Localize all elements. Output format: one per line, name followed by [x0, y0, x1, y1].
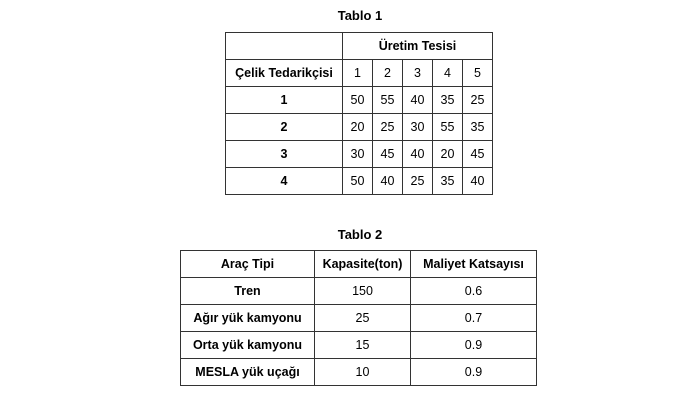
column-header: 4 — [433, 60, 463, 87]
table-cell: 40 — [463, 168, 493, 195]
row-label: 3 — [226, 141, 343, 168]
table-cell: 55 — [373, 87, 403, 114]
table-row — [226, 60, 493, 87]
table-row — [226, 141, 493, 168]
table-cell: 45 — [463, 141, 493, 168]
table-cell: 40 — [373, 168, 403, 195]
table-cell: 35 — [433, 87, 463, 114]
vehicle-type-cell: Orta yük kamyonu — [181, 332, 315, 359]
column-header: Maliyet Katsayısı — [411, 251, 537, 278]
table-row — [226, 114, 493, 141]
column-header: Kapasite(ton) — [315, 251, 411, 278]
cost-cell: 0.7 — [411, 305, 537, 332]
table-cell: 35 — [463, 114, 493, 141]
cost-cell: 0.9 — [411, 332, 537, 359]
table-cell: 30 — [403, 114, 433, 141]
column-header: 1 — [343, 60, 373, 87]
table-row — [181, 305, 537, 332]
vehicle-type-cell: Tren — [181, 278, 315, 305]
table-cell: 25 — [373, 114, 403, 141]
table-cell: 50 — [343, 168, 373, 195]
table-row — [226, 33, 493, 60]
table-row — [181, 278, 537, 305]
table-cell: 30 — [343, 141, 373, 168]
vehicle-type-cell: MESLA yük uçağı — [181, 359, 315, 386]
group-header-uretim-tesisi: Üretim Tesisi — [343, 33, 493, 60]
vehicle-type-cell: Ağır yük kamyonu — [181, 305, 315, 332]
table-row — [181, 251, 537, 278]
capacity-cell: 10 — [315, 359, 411, 386]
column-header: 3 — [403, 60, 433, 87]
row-label: 2 — [226, 114, 343, 141]
table-cell: 20 — [433, 141, 463, 168]
table-cell: 20 — [343, 114, 373, 141]
table-cell: 45 — [373, 141, 403, 168]
row-header-celik-tedarikcisi: Çelik Tedarikçisi — [226, 60, 343, 87]
tablo2-table — [180, 250, 537, 386]
column-header: 2 — [373, 60, 403, 87]
cost-cell: 0.9 — [411, 359, 537, 386]
tablo1-title: Tablo 1 — [337, 8, 383, 23]
column-header: 5 — [463, 60, 493, 87]
row-label: 1 — [226, 87, 343, 114]
table-cell: 40 — [403, 87, 433, 114]
capacity-cell: 25 — [315, 305, 411, 332]
table-cell: 55 — [433, 114, 463, 141]
table-cell: 50 — [343, 87, 373, 114]
tablo2-title: Tablo 2 — [337, 227, 383, 242]
table-cell-empty — [226, 33, 343, 60]
table-cell: 25 — [463, 87, 493, 114]
table-cell: 35 — [433, 168, 463, 195]
table-row — [226, 87, 493, 114]
column-header: Araç Tipi — [181, 251, 315, 278]
capacity-cell: 15 — [315, 332, 411, 359]
table-row — [181, 359, 537, 386]
table-cell: 25 — [403, 168, 433, 195]
row-label: 4 — [226, 168, 343, 195]
cost-cell: 0.6 — [411, 278, 537, 305]
table-cell: 40 — [403, 141, 433, 168]
tablo1-table — [225, 32, 493, 195]
capacity-cell: 150 — [315, 278, 411, 305]
table-row — [181, 332, 537, 359]
table-row — [226, 168, 493, 195]
